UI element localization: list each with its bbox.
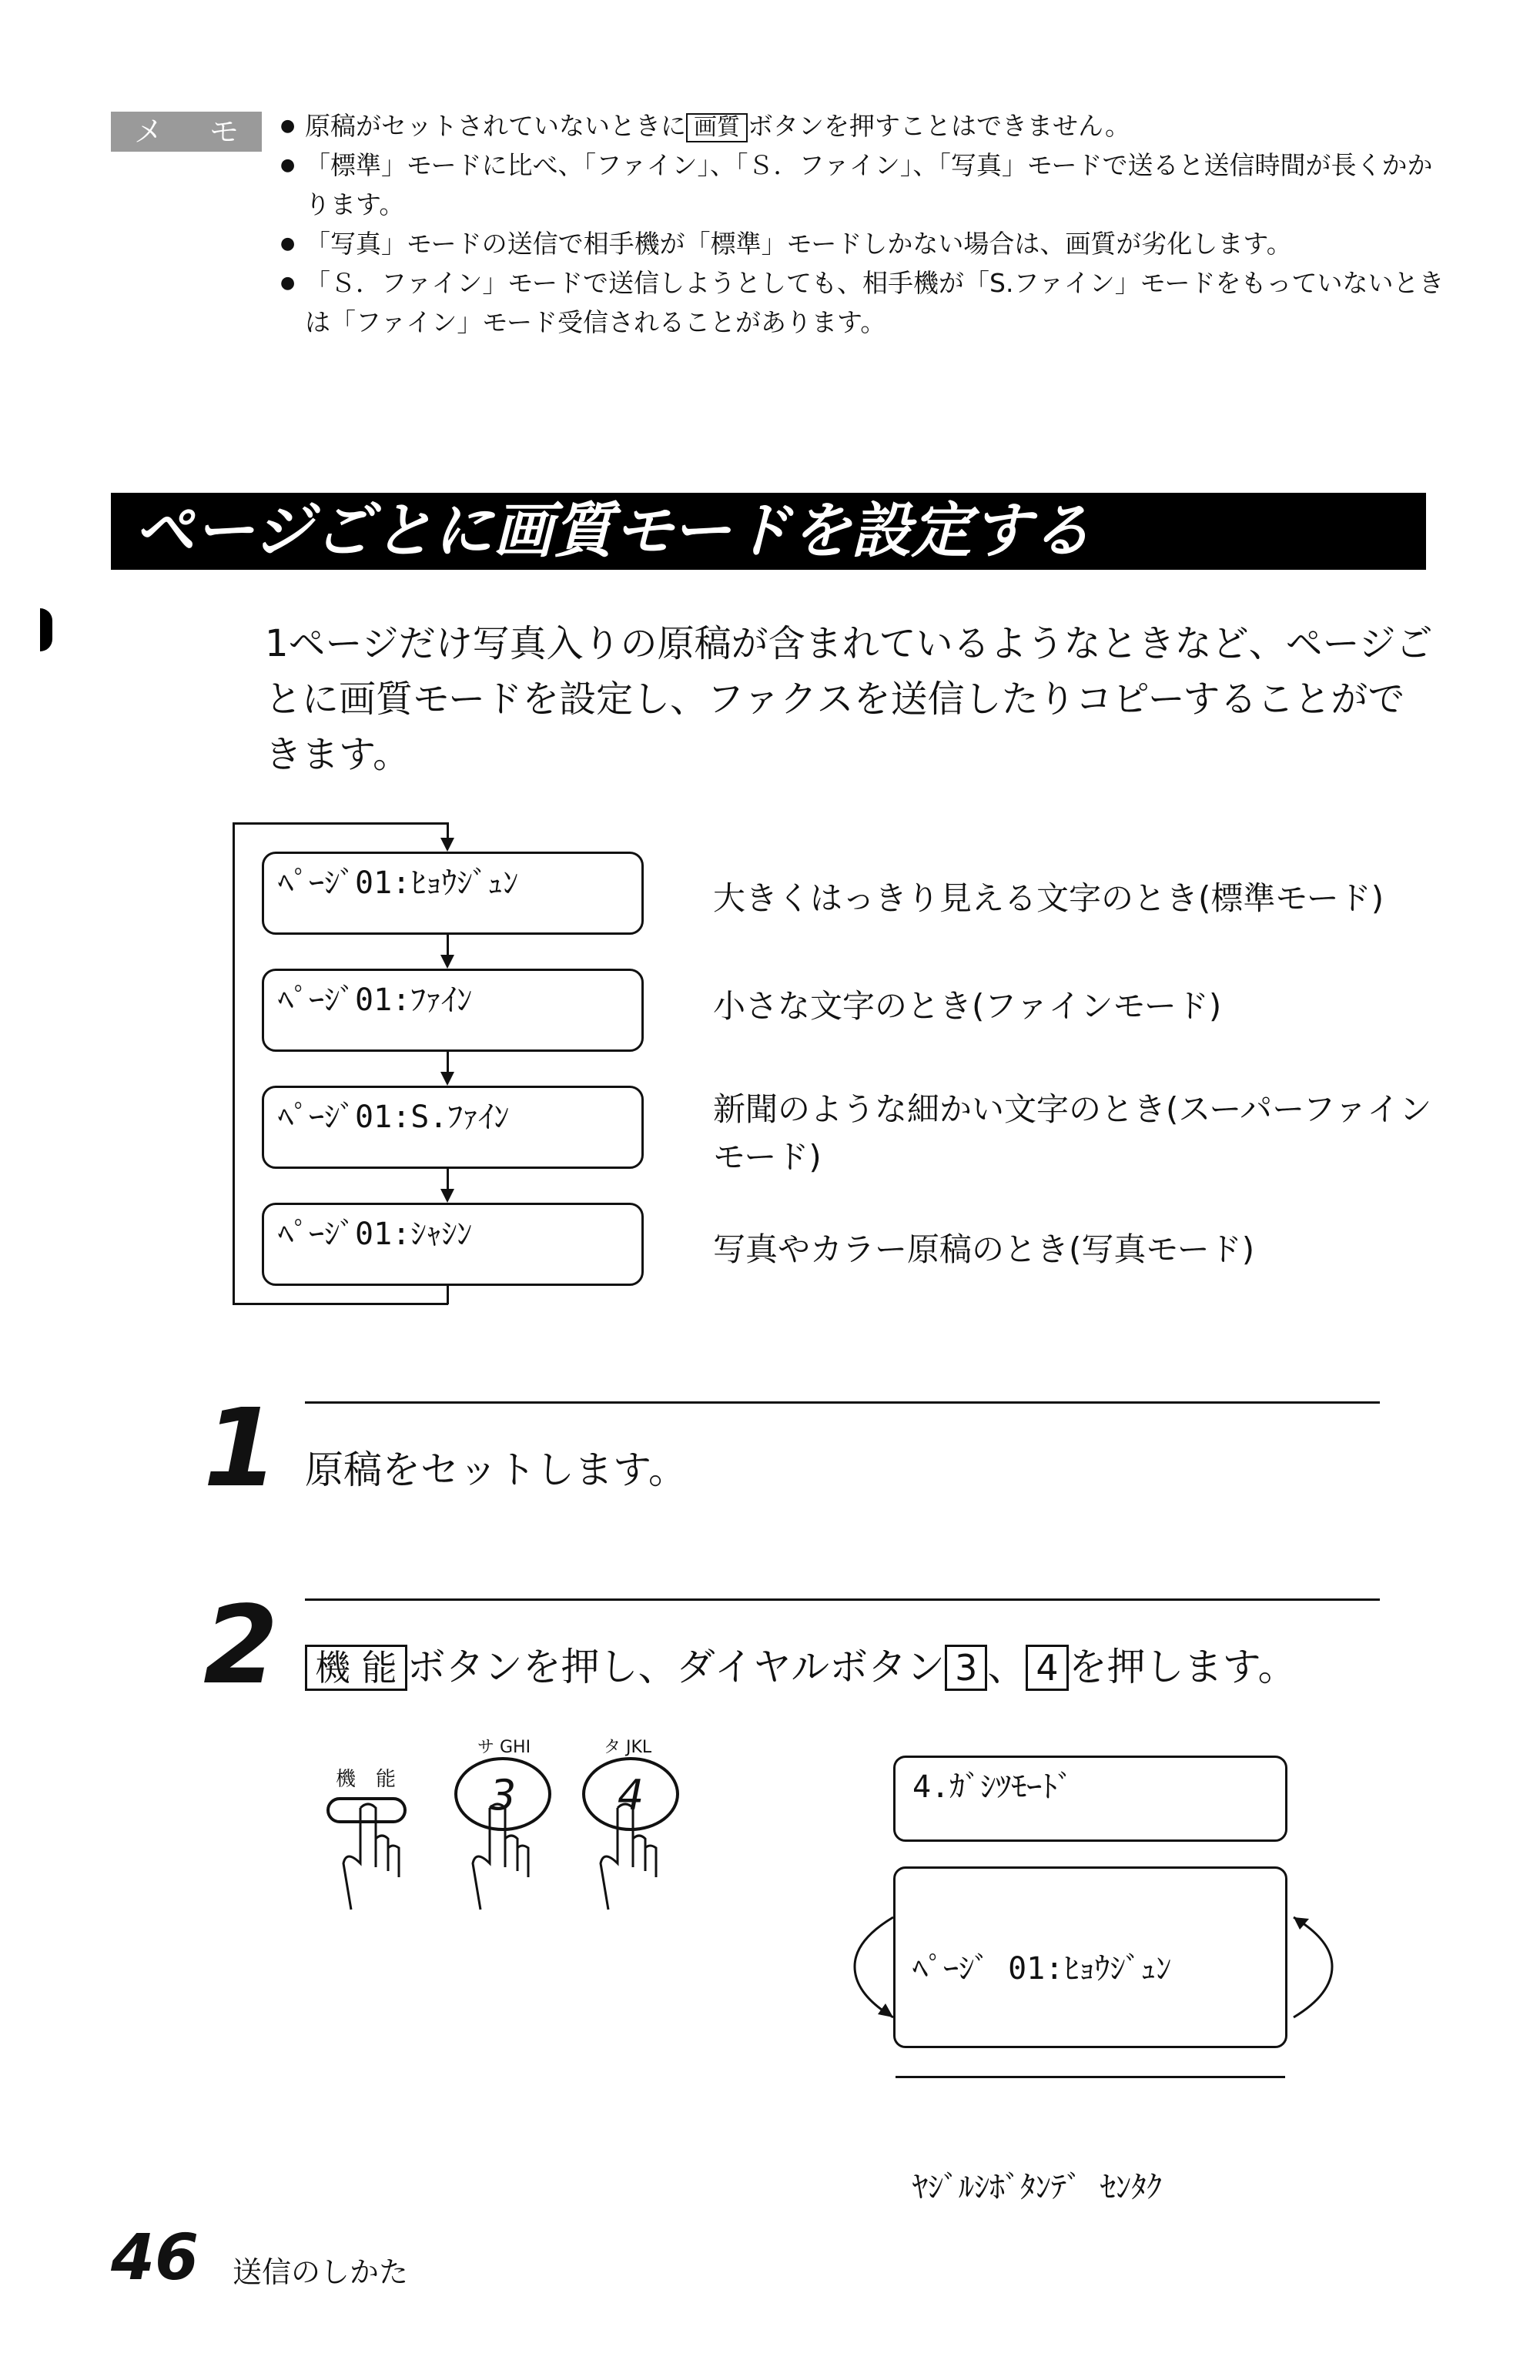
- mode-desc-photo: 写真やカラー原稿のとき(写真モード): [713, 1230, 1255, 1268]
- step-divider: [305, 1598, 1380, 1601]
- memo-list: [280, 106, 1451, 342]
- step-text: 原稿をセットします。: [305, 1448, 687, 1492]
- memo-item: ● 「Ｓ．ファイン」モードで送信しようとしても、相手機が「S.ファイン」モードをもっていないときは「ファイン」モード受信されることがあります。: [280, 263, 1451, 342]
- memo-tag-left: メ: [133, 115, 163, 149]
- dial-key-3-label: 3: [945, 1645, 987, 1691]
- memo-tag-right: モ: [209, 115, 239, 149]
- section-name: 送信のしかた: [233, 2255, 409, 2289]
- memo-item: ● 「写真」モードの送信で相手機が「標準」モードしかない場合は、画質が劣化します。: [280, 224, 1451, 263]
- loop-line-left: [233, 822, 235, 1304]
- mode-desc-fine: 小さな文字のとき(ファインモード): [713, 987, 1222, 1025]
- dial-3-caption: サ GHI: [477, 1738, 531, 1757]
- memo-item: ● 「標準」モードに比べ、「ファイン」、「Ｓ．ファイン」、「写真」モードで送ると送信時間が長くかかります。: [280, 146, 1451, 224]
- memo-tag: [111, 112, 262, 152]
- step-number: 2: [203, 1583, 279, 1709]
- memo-item: ● 原稿がセットされていないときに 画質 ボタンを押すことはできません。: [280, 106, 1451, 146]
- step-divider: [305, 1401, 1380, 1404]
- lcd-divider: [896, 2076, 1285, 2078]
- finger-icon: [601, 1804, 656, 1910]
- lcd-function-menu: 4.ｶﾞｼﾂﾓｰﾄﾞ: [893, 1756, 1287, 1842]
- step-number: 1: [203, 1386, 279, 1511]
- flow-arrow: [440, 1189, 454, 1203]
- function-key-label: 機 能: [305, 1645, 407, 1691]
- flow-arrow: [440, 838, 454, 852]
- lcd-mode-superfine: ﾍﾟｰｼﾞ01:S.ﾌｧｲﾝ: [262, 1086, 644, 1169]
- step-text: 機 能 ボタンを押し、ダイヤルボタン 3 、 4 を押します。: [305, 1640, 1297, 1694]
- dial-button-4[interactable]: 4: [582, 1757, 679, 1831]
- dial-4-caption: タ JKL: [604, 1738, 652, 1757]
- lcd-page-mode-line1: ﾍﾟｰｼﾞ 01:ﾋｮｳｼﾞｭﾝ: [912, 1951, 1172, 1987]
- finger-icon: [343, 1804, 399, 1910]
- section-heading: ページごとに画質モードを設定する: [111, 493, 1426, 570]
- lcd-mode-photo: ﾍﾟｰｼﾞ01:ｼｬｼﾝ: [262, 1203, 644, 1286]
- lcd-page-mode-line2: ﾔｼﾞﾙｼﾎﾞﾀﾝﾃﾞ ｾﾝﾀｸ: [912, 2170, 1163, 2205]
- loop-line-top: [233, 822, 448, 825]
- page-number: 46: [111, 2221, 199, 2295]
- intro-paragraph: 1ページだけ写真入りの原稿が含まれているようなときなど、ページごとに画質モードを設定し、ファクスを送信したりコピーすることができます。: [265, 622, 1433, 776]
- mode-desc-standard: 大きくはっきり見える文字のとき(標準モード): [713, 879, 1384, 917]
- finger-icon: [473, 1804, 528, 1910]
- margin-tab-marker: [40, 608, 52, 651]
- lcd-mode-standard: ﾍﾟｰｼﾞ01:ﾋｮｳｼﾞｭﾝ: [262, 852, 644, 935]
- loop-line-bottom: [233, 1303, 448, 1305]
- quality-key: 画質: [686, 113, 748, 142]
- cycle-arrows-icon: [839, 1910, 1348, 2033]
- mode-desc-superfine: 新聞のような細かい文字のとき(スーパーファインモード): [713, 1090, 1432, 1176]
- dial-button-3[interactable]: 3: [454, 1757, 551, 1831]
- dial-key-4-label: 4: [1026, 1645, 1068, 1691]
- lcd-mode-fine: ﾍﾟｰｼﾞ01:ﾌｧｲﾝ: [262, 969, 644, 1052]
- flow-arrow: [440, 1072, 454, 1086]
- function-button-caption: 機 能: [336, 1768, 397, 1791]
- pressing-finger-icons: [316, 1794, 701, 1925]
- flow-arrow: [440, 955, 454, 969]
